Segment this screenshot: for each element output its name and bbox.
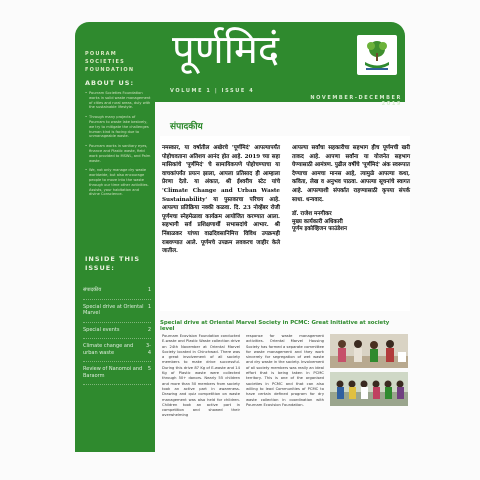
toc-row[interactable] [83,323,151,340]
toc-row[interactable] [83,362,151,385]
tree-in-hand-logo-icon [357,35,397,75]
toc-title: Review of Nanomoi and Baraorm [83,366,143,379]
about-list [85,91,151,202]
inside-heading: INSIDE THIS ISSUE: [85,255,141,272]
toc-row[interactable] [83,300,151,323]
about-item: • Pournam works in sanitary eyes, finance and Plastic waste, field work provided to MSWL, and Palm waste. [85,144,151,163]
editorial-heading: संपादकीय [170,122,203,132]
signature-role: मुख्य कार्यकारी अधिकारी [292,218,343,225]
editorial-box [160,136,410,311]
toc-row[interactable] [83,287,151,300]
table-of-contents [83,287,151,385]
toc-page: 2 [147,326,151,333]
editorial-col-2-text: आपल्या सर्वांचा सहकारीचा सहभाग हीच पूर्णमची खरी ताकद आहे. आपणा सर्वांना या योजनेत सहभाग घेण्यासाठी आमंत्रण. पुढील वर्षीचे 'पूर्णमिदं' अंक स्वरूपात देण्याचा आमचा मानस आहे, त्यामुळे आपल्या कथा, कविता, लेख व अनुभव पाठवा. आपल्या सूचनांचे स्वागत आहे. आपल्याशी संपर्कात राहण्यासाठी कृपया संपर्क साधा. धन्यवाद. [292,145,410,203]
issue-date: NOVEMBER-DECEMBER 2019 [310,95,402,107]
toc-title: Special events [83,326,120,333]
photo-column [330,334,408,410]
event-photo [330,334,408,368]
newsletter-title: पूर्णमिदं [172,27,280,73]
article-headline: Special drive at Oriental Marvel Society in PCMC: Great Initiative at society level [160,320,390,332]
toc-page: 3-4 [146,343,151,356]
org-name: POURAM SOCIETIES FOUNDATION [85,51,135,73]
about-item: • We, not only manage dry waste worldwide, but also encourage people to move into the waste through our time other activities. Assists, your habitation and divine Conscience. [85,168,151,197]
about-item: • Through many projects of Pournam to waste lake bestvely, we try to mitigate the challenges human kind is facing due to unmanageable waste. [85,115,151,139]
event-photo [330,372,408,406]
signature-org: पूर्णम इकोव्हिजन फाउंडेशन [292,226,347,233]
toc-title: Special drive at Oriental Marvel [83,303,144,316]
editorial-col-2 [292,144,410,234]
article-col-2: response for waste management activities. Oriental Marvel Housing Society has formed a separate committee for waste management and they work sincerely for segregation of wet waste and dry waste in the society. Involvement of all society members was really an ideal effort that is being taken in PCMC territory. This is one of the organised societies in PCMC and that can also willing to lead Communities of PCMC to have certain defined program for dry waste collection in coordination with Pournam Ecovision Foundation. [246,334,324,407]
volume-issue: VOLUME 1 | ISSUE 4 [170,88,255,94]
article-body [160,334,410,449]
article-col-1: Pournam Ecovision Foundation conducted E-waste and Plastic Waste collection drive on 24th November at Oriental Marvel Society located in Chinchwad. There was a great involvement of all society members to make drive successful. During this drive 87 Kg of E-waste and 14 Kg of Plastic waste were collected through 50+ donors. Nearly 55 children and more than 50 members from society took an active part in awareness. Drawing and quiz competition on waste management was also held for children. Children took an active part in competition and showed their overwhelming [162,334,240,418]
toc-page: 5 [147,366,151,372]
toc-title: Climate change and urban waste [83,343,134,356]
toc-title: संपादकीय [83,287,102,293]
about-item: • Pourram Societies Foundation works in solid waste management of cities and rural areas, duly with the sustainable lifestyle. [85,91,151,110]
toc-page: 1 [147,303,151,310]
signature [292,211,410,234]
signature-name: डॉ. राजेश मनगीकर [292,211,332,218]
org-box [75,22,155,77]
sidebar [75,77,155,452]
about-heading: ABOUT US: [85,79,135,87]
toc-row[interactable] [83,339,151,362]
toc-page: 1 [147,287,151,293]
editorial-col-1: नमस्कार, या वर्षातील अखेरचे 'पूर्णमिदं' आपल्यापर्यंत पोहोचवताना अतिशय आनंद होत आहे. 2019 च्या सहा मासिकांचे 'पूर्णमिदं' चे सामायिकपणे पोहोचण्याचा या वाचकांपर्यंत प्रयत्न झाला, आपला प्रतिसाद ही आम्हाला प्रेरणा देतो. या अंकात, श्री ईश्वरीय स्टेट यांचे 'Climate Change and Urban Waste Sustainability' या पुस्तकाचा परिचय आहे. आपल्या प्रतिक्रिया नक्की कळवा. दि. 23 नोव्हेंबर रोजी पूर्णमचा स्नेहमेळावा कार्यक्रम आयोजित करण्यात आला. सहभागी सर्व प्रशिक्षणार्थी सभासदांचे आभार. श्री निंबाळकर यांच्या वाढदिवसानिमित्त विविध उपक्रमही राबवण्यात आले. पूर्णमचे उपक्रम लवकरच जाहीर केले जातील. [162,145,280,255]
